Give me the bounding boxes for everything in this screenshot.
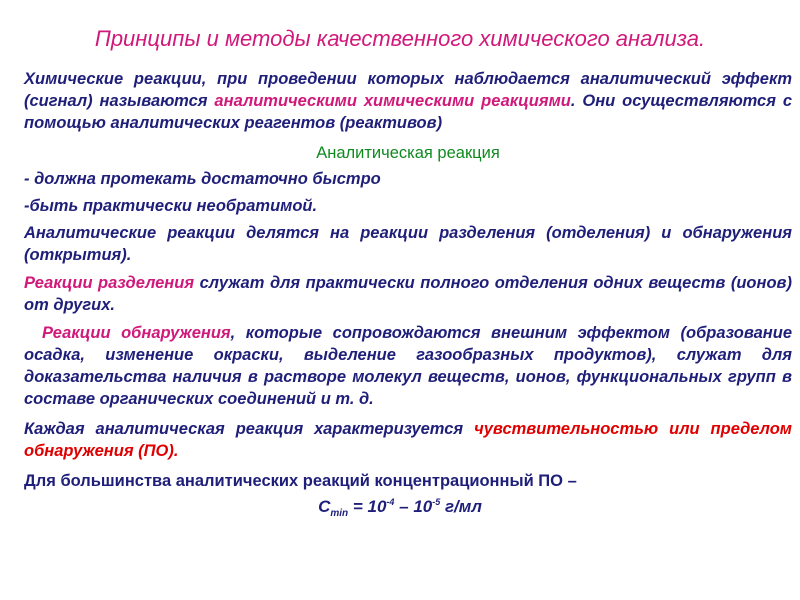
sensitivity-highlight: чувствительностью или пределом обнаружения (ПО). <box>24 420 792 460</box>
paragraph-separation <box>24 272 792 316</box>
separation-highlight: Реакции разделения <box>24 274 195 292</box>
separation-text: служат для практически полного отделения одних веществ (ионов) от других. <box>24 274 792 314</box>
formula-cmin <box>0 497 800 519</box>
paragraph-concentration: Для большинства аналитических реакций концентрационный ПО – <box>24 472 577 490</box>
slide-title: Принципы и методы качественного химического анализа. <box>94 26 706 51</box>
formula-c: C <box>318 497 331 516</box>
detection-text: , которые сопровождаются внешним эффектом (образование осадка, изменение окраски, выделение газообразных продуктов), служат для доказательства наличия в растворе молекул веществ, ионов, функциональных групп в составе органических соединений и т. д. <box>24 324 792 408</box>
definition-text-b: . Они осуществляются с помощью аналитических реагентов (реактивов) <box>24 92 792 132</box>
detection-highlight: Реакции обнаружения <box>42 324 231 342</box>
paragraph-classification: Аналитические реакции делятся на реакции разделения (отделения) и обнаружения (открытия). <box>24 224 792 264</box>
paragraph-detection <box>24 322 792 410</box>
paragraph-sensitivity <box>24 418 792 462</box>
paragraph-definition <box>24 68 792 134</box>
formula-eq: = 10 <box>348 497 387 516</box>
requirement-item-irreversible: -быть практически необратимой. <box>24 197 318 215</box>
requirement-item-fast: - должна протекать достаточно быстро <box>24 170 381 188</box>
analytical-reaction-heading: Аналитическая реакция <box>316 144 500 162</box>
definition-highlight: аналитическими химическими реакциями <box>214 92 571 110</box>
sensitivity-text: Каждая аналитическая реакция характеризуется <box>24 420 475 438</box>
formula-exp1: -4 <box>386 497 395 507</box>
formula-dash: – 10 <box>394 497 433 516</box>
definition-text-a: Химические реакции, при проведении которых наблюдается аналитический эффект (сигнал) называются <box>24 70 792 110</box>
formula-c-sub: min <box>330 508 349 519</box>
formula-exp2: -5 <box>432 497 441 507</box>
formula-unit: г/мл <box>440 497 482 516</box>
